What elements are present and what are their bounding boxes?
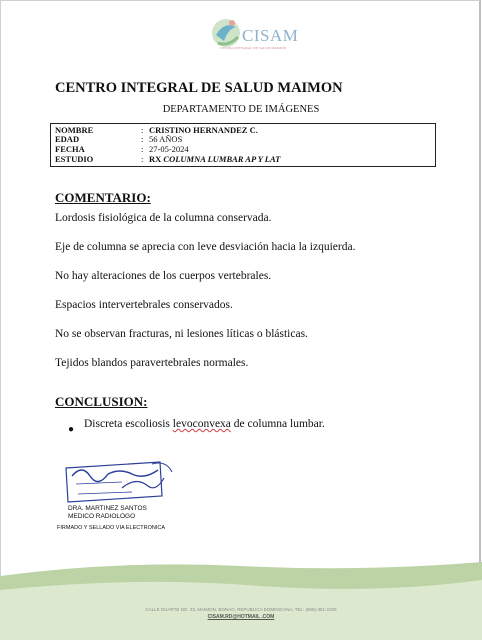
info-colon: : bbox=[141, 134, 144, 144]
comentario-title: COMENTARIO: bbox=[55, 190, 151, 205]
comentario-line: Eje de columna se aprecia con leve desviación hacia la izquierda. bbox=[55, 241, 356, 253]
logo-brand: CISAM bbox=[242, 26, 299, 45]
info-label-nombre: NOMBRE bbox=[55, 125, 94, 135]
signature-note: FIRMADO Y SELLADO VIA ELECTRONICA bbox=[57, 525, 165, 531]
department-title: DEPARTAMENTO DE IMÁGENES bbox=[162, 104, 320, 115]
comentario-line: Lordosis fisiológica de la columna conservada. bbox=[55, 212, 272, 224]
signature-block bbox=[68, 505, 147, 521]
footer-email-row bbox=[0, 614, 482, 620]
bullet-dot: ● bbox=[68, 424, 75, 435]
patient-info-box bbox=[50, 123, 436, 167]
bullet-text-prefix: Discreta escoliosis bbox=[84, 418, 173, 430]
info-colon: : bbox=[141, 154, 144, 164]
info-label-edad: EDAD bbox=[55, 134, 80, 144]
info-value-nombre: CRISTINO HERNANDEZ C. bbox=[149, 125, 258, 135]
info-colon: : bbox=[141, 125, 144, 135]
page-title: CENTRO INTEGRAL DE SALUD MAIMON bbox=[55, 80, 343, 96]
signature-stamp bbox=[62, 458, 180, 506]
info-value-estudio bbox=[149, 155, 280, 164]
comentario-line: Tejidos blandos paravertebrales normales. bbox=[55, 357, 249, 369]
info-value-edad: 56 AÑOS bbox=[149, 134, 183, 144]
bullet-text-suffix: de columna lumbar. bbox=[230, 418, 325, 430]
comentario-line: Espacios intervertebrales conservados. bbox=[55, 299, 233, 311]
info-value-fecha: 27-05-2024 bbox=[149, 144, 189, 154]
bullet-text-word: levoconvexa bbox=[172, 418, 231, 430]
logo-tagline: CENTRO INTEGRAL DE SALUD MAIMON bbox=[220, 46, 287, 50]
conclusion-bullet bbox=[84, 418, 325, 430]
info-label-estudio: ESTUDIO bbox=[55, 154, 94, 164]
comentario-line: No se observan fracturas, ni lesiones líticas o blásticas. bbox=[55, 328, 308, 340]
conclusion-title: CONCLUSION: bbox=[55, 394, 148, 409]
info-label-fecha: FECHA bbox=[55, 144, 85, 154]
signature-name: DRA. MARTINEZ SANTOS bbox=[68, 505, 147, 512]
footer-address: CALLE DUARTE NO. 33, MAIMÓN, BONAO, REPUBLICA DOMINICANA, TEL: (809)-351-2100 bbox=[145, 607, 337, 612]
footer-wave bbox=[0, 560, 482, 640]
footer-email[interactable]: CISAM.RD@HOTMAIL .COM bbox=[207, 614, 275, 620]
study-prefix: RX bbox=[149, 154, 164, 164]
study-name: COLUMNA LUMBAR AP Y LAT bbox=[163, 154, 281, 164]
info-colon: : bbox=[141, 144, 144, 154]
signature-role: MEDICO RADIOLOGO bbox=[68, 513, 136, 520]
comentario-line: No hay alteraciones de los cuerpos vertebrales. bbox=[55, 270, 272, 282]
